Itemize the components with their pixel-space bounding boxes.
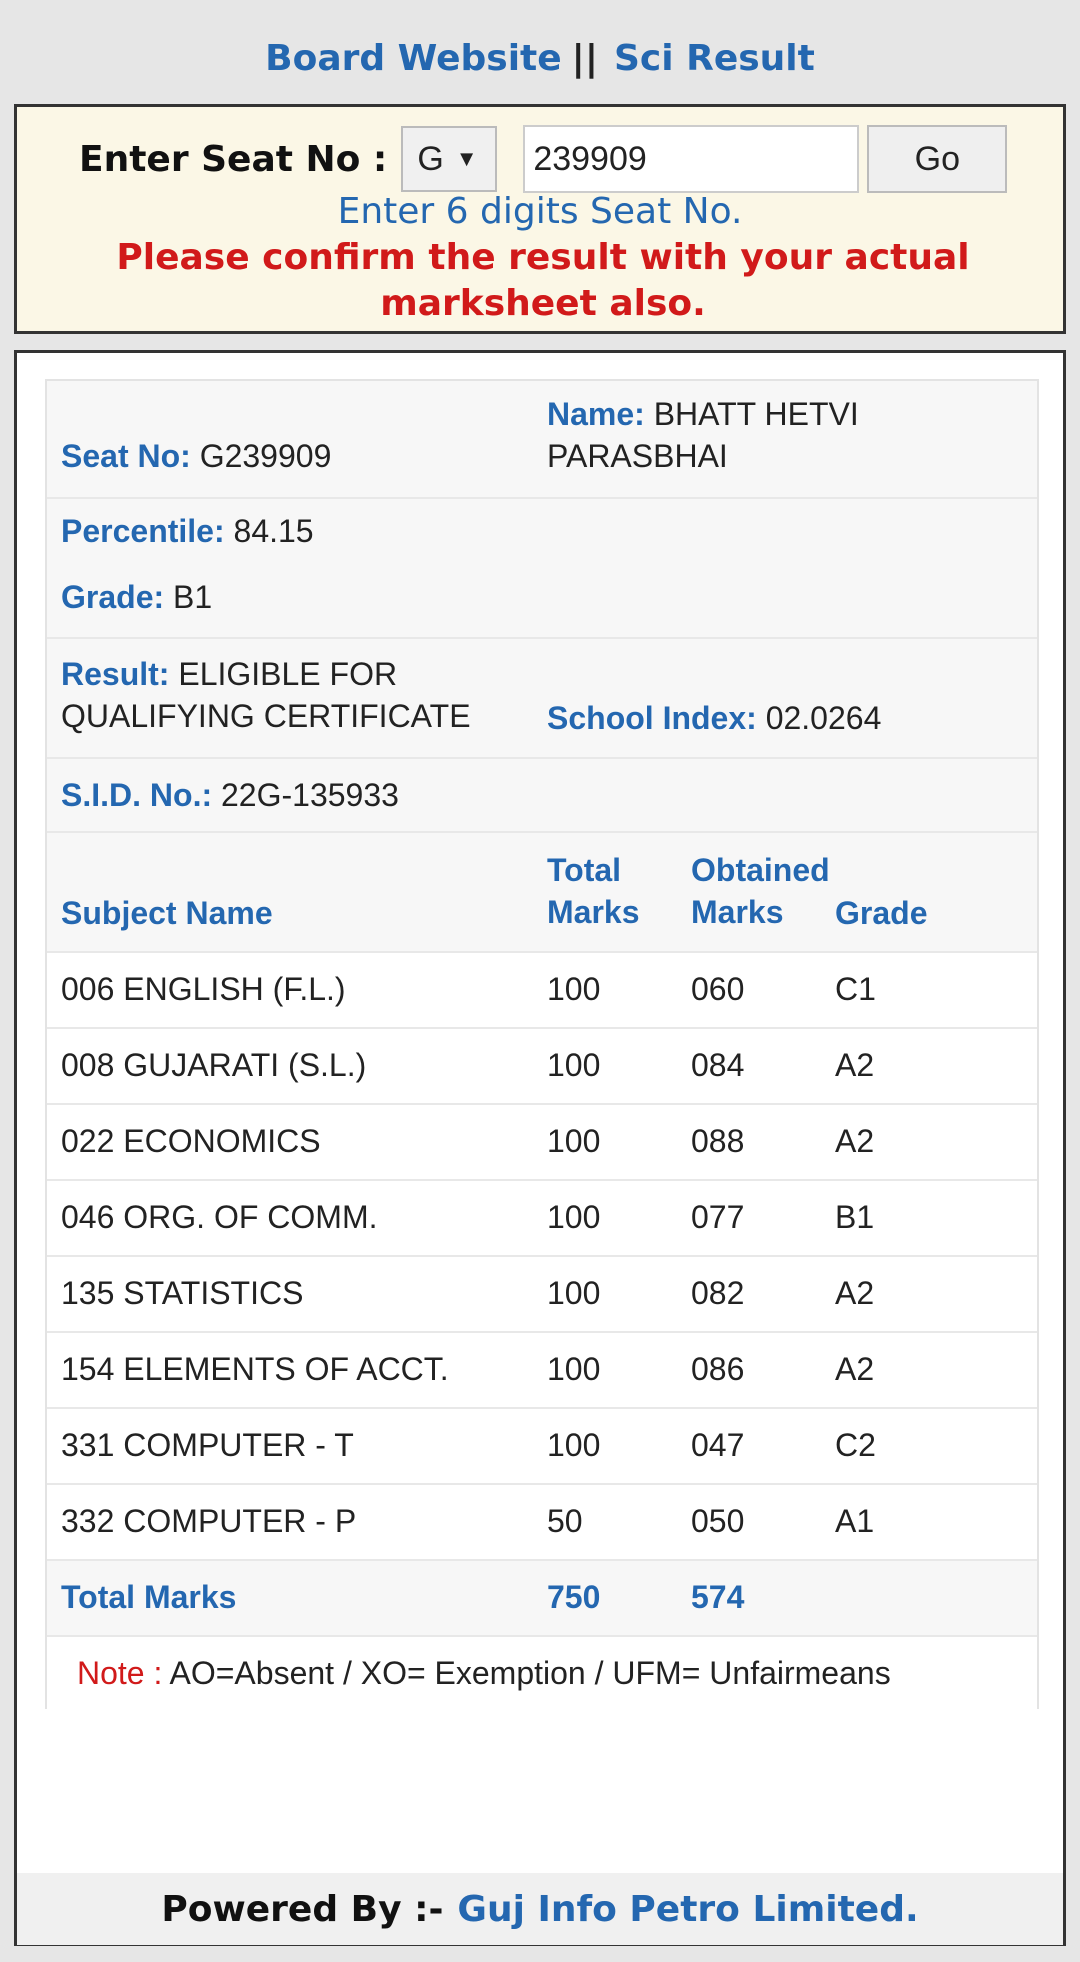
- grade-header: Grade: [835, 895, 928, 931]
- seat-entry-row: [79, 125, 1007, 193]
- subject-cell: 046 ORG. OF COMM.: [61, 1199, 378, 1235]
- total-marks-cell: 100: [547, 1351, 601, 1387]
- board-website-link[interactable]: Board Website: [265, 37, 562, 79]
- school-index-label: School Index:: [547, 700, 757, 736]
- total-marks-cell: 100: [547, 1427, 601, 1463]
- grade-cell: B1: [835, 1199, 875, 1235]
- percentile-label: Percentile:: [61, 513, 225, 549]
- obtained-marks-header: Obtained Marks: [691, 852, 830, 930]
- seat-no-field: [61, 435, 331, 477]
- total-marks-cell: 100: [547, 1047, 601, 1083]
- table-row: [47, 1333, 1037, 1409]
- grade-cell: C2: [835, 1427, 876, 1463]
- grade-cell: A2: [835, 1047, 875, 1083]
- table-row: [47, 1181, 1037, 1257]
- result-field: [61, 653, 501, 737]
- subject-cell: 006 ENGLISH (F.L.): [61, 971, 346, 1007]
- company-link[interactable]: Guj Info Petro Limited.: [457, 1888, 919, 1930]
- sid-label: S.I.D. No.:: [61, 777, 213, 813]
- grade-cell: A2: [835, 1123, 875, 1159]
- obtained-marks-cell: 047: [691, 1427, 745, 1463]
- seat-search-box: [14, 104, 1066, 334]
- grade-label: Grade:: [61, 579, 165, 615]
- sid-value: 22G-135933: [221, 777, 399, 813]
- subject-cell: 135 STATISTICS: [61, 1275, 304, 1311]
- name-label: Name:: [547, 396, 645, 432]
- seat-hint-text: Enter 6 digits Seat No.: [337, 191, 743, 232]
- table-row: [47, 1257, 1037, 1333]
- note-label: Note :: [77, 1655, 163, 1691]
- top-links: [0, 30, 1080, 86]
- series-selected-value: G: [417, 139, 444, 178]
- table-row: [47, 1485, 1037, 1561]
- total-marks-header: Total Marks: [547, 852, 640, 930]
- obtained-marks-cell: 088: [691, 1123, 745, 1159]
- dropdown-arrow-icon: ▼: [455, 146, 478, 171]
- name-field: [547, 393, 927, 477]
- grade-cell: C1: [835, 971, 876, 1007]
- result-label: Result:: [61, 656, 170, 692]
- school-index-value: 02.0264: [765, 700, 882, 736]
- subject-cell: 154 ELEMENTS OF ACCT.: [61, 1351, 449, 1387]
- percentile-field: [61, 513, 314, 550]
- result-table: [45, 379, 1039, 1709]
- total-max-marks: 750: [547, 1579, 601, 1615]
- table-row: [47, 1409, 1037, 1485]
- subject-cell: 022 ECONOMICS: [61, 1123, 321, 1159]
- name-value: BHATT HETVI PARASBHAI: [547, 396, 859, 474]
- total-marks-cell: 100: [547, 1123, 601, 1159]
- obtained-marks-cell: 084: [691, 1047, 745, 1083]
- marks-header-row: [47, 833, 1037, 953]
- table-row: [47, 1105, 1037, 1181]
- table-row: [47, 953, 1037, 1029]
- seat-no-label: Enter Seat No :: [79, 138, 388, 180]
- total-marks-label: Total Marks: [61, 1579, 237, 1615]
- obtained-marks-cell: 077: [691, 1199, 745, 1235]
- sid-field: [61, 777, 399, 814]
- result-panel: [14, 350, 1066, 1946]
- percentile-value: 84.15: [233, 513, 314, 549]
- note-body: AO=Absent / XO= Exemption / UFM= Unfairmeans: [169, 1655, 891, 1691]
- seat-no-field-label: Seat No:: [61, 438, 191, 474]
- subject-cell: 331 COMPUTER - T: [61, 1427, 354, 1463]
- total-marks-cell: 50: [547, 1503, 583, 1539]
- total-marks-cell: 100: [547, 1199, 601, 1235]
- seat-number-input[interactable]: [523, 125, 859, 193]
- go-button[interactable]: Go: [867, 125, 1007, 193]
- obtained-marks-cell: 060: [691, 971, 745, 1007]
- obtained-marks-cell: 082: [691, 1275, 745, 1311]
- confirm-warning-text: Please confirm the result with your actual marksheet also.: [116, 237, 970, 324]
- footer: [17, 1873, 1063, 1945]
- grade-cell: A1: [835, 1503, 875, 1539]
- total-marks-row: [47, 1561, 1037, 1637]
- grade-cell: A2: [835, 1275, 875, 1311]
- sid-row: [47, 759, 1037, 833]
- result-value: ELIGIBLE FOR QUALIFYING CERTIFICATE: [61, 656, 471, 734]
- series-select[interactable]: [401, 126, 497, 192]
- obtained-marks-cell: 050: [691, 1503, 745, 1539]
- powered-by-label: Powered By :-: [161, 1888, 444, 1930]
- note-row: [47, 1637, 1037, 1709]
- grade-field: [61, 579, 212, 616]
- grade-value: B1: [173, 579, 213, 615]
- seat-name-row: [47, 381, 1037, 499]
- school-index-field: [547, 697, 881, 739]
- seat-no-value: G239909: [199, 438, 332, 474]
- obtained-marks-cell: 086: [691, 1351, 745, 1387]
- subject-name-header: Subject Name: [61, 895, 273, 931]
- table-row: [47, 1029, 1037, 1105]
- subject-cell: 008 GUJARATI (S.L.): [61, 1047, 367, 1083]
- note-text: [77, 1655, 1037, 1692]
- total-marks-cell: 100: [547, 1275, 601, 1311]
- grade-cell: A2: [835, 1351, 875, 1387]
- subject-cell: 332 COMPUTER - P: [61, 1503, 357, 1539]
- percentile-row: [47, 499, 1037, 569]
- total-obtained-marks: 574: [691, 1579, 745, 1615]
- grade-row: [47, 569, 1037, 639]
- link-separator: ||: [571, 37, 598, 79]
- result-school-row: [47, 639, 1037, 759]
- total-marks-cell: 100: [547, 971, 601, 1007]
- sci-result-link[interactable]: Sci Result: [613, 37, 815, 79]
